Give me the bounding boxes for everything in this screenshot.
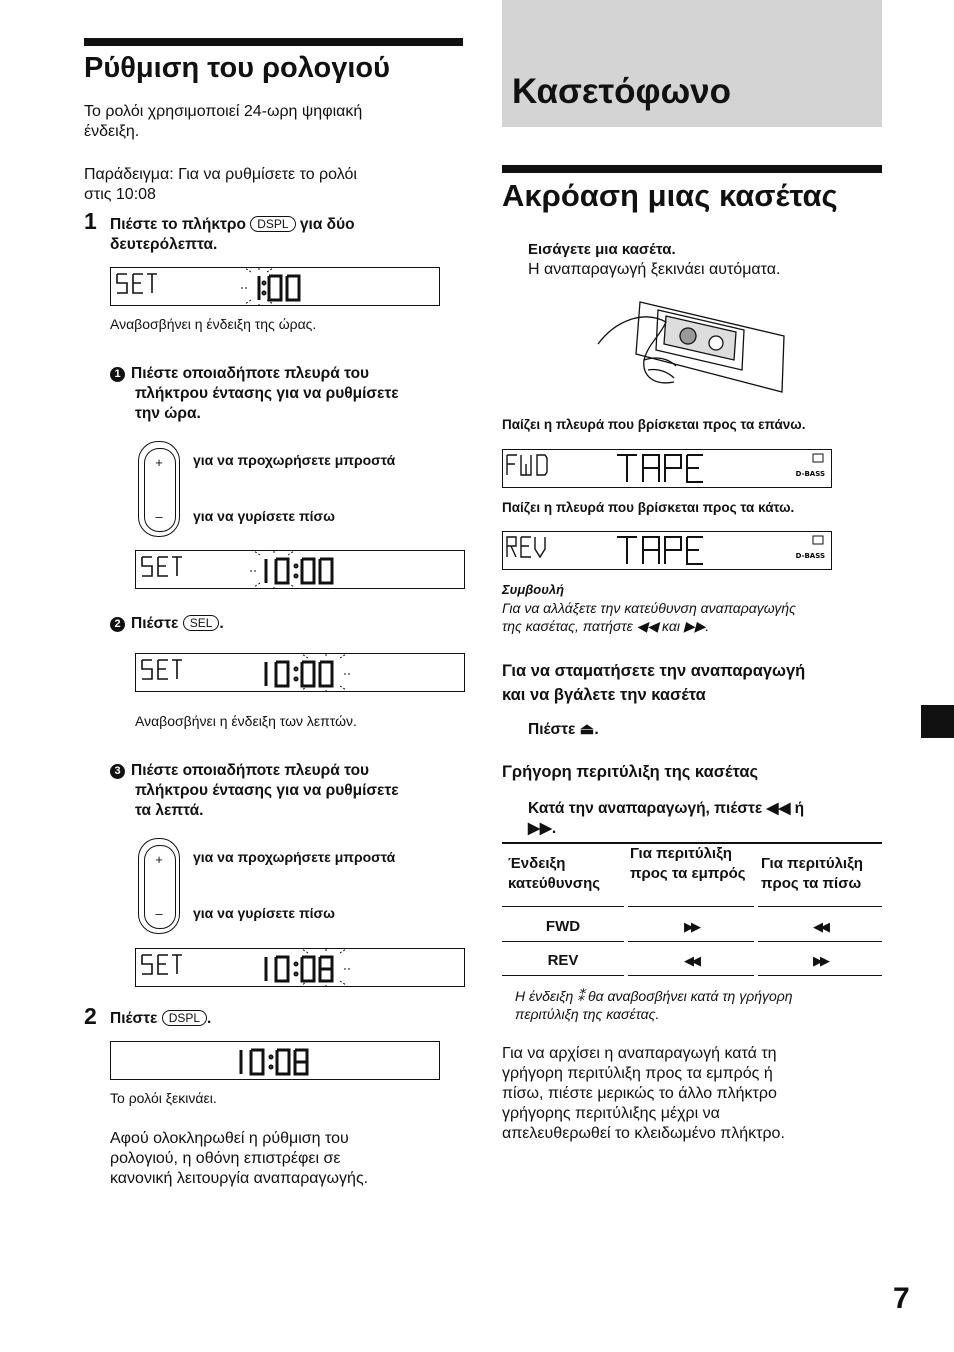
substep-2-number: 2 [110, 617, 125, 632]
lcd-display-fwd-tape [502, 449, 832, 488]
dbass-indicator: D-BASS [795, 470, 825, 478]
minus-icon: – [155, 906, 163, 921]
step-2-text: Πιέστε DSPL . [110, 1010, 212, 1027]
dspl-button-label: DSPL [250, 216, 295, 232]
tip-block: Συμβουλή Για να αλλάξετε την κατεύθυνση αναπαραγωγής της κασέτας, πατήστε ◀◀ και ▶▶. [502, 582, 796, 634]
table-note: Η ένδειξη ⁑ θα αναβοσβήνει κατά τη γρήγορη περιτύλιξη της κασέτας. [515, 988, 793, 1022]
intro-text: Το ρολόι χρησιμοποιεί 24-ωρη ψηφιακή ένδειξη. [84, 103, 363, 140]
stop-text: Πιέστε ⏏. [528, 721, 599, 738]
outro-text: Αφού ολοκληρωθεί η ρύθμιση του ρολογιού, η οθόνη επιστρέφει σε κανονική λειτουργία αναπαραγωγής. [110, 1130, 369, 1187]
side-down-label: Παίζει η πλευρά που βρίσκεται προς τα κάτω. [502, 500, 795, 515]
lcd-display-clock [110, 1041, 440, 1080]
table-cell: FWD [502, 908, 624, 942]
dspl-button-label-2: DSPL [162, 1010, 207, 1026]
lcd-display-rev-tape [502, 531, 832, 570]
plus-icon: + [155, 455, 163, 470]
step-1-text: Πιέστε το πλήκτρο DSPL για δύο δευτερόλεπτα. [110, 216, 355, 253]
minus-icon: – [155, 509, 163, 524]
volume-rocker-illustration-2 [138, 838, 180, 934]
substep-1-text: 1 Πιέστε οποιαδήποτε πλευρά του πλήκτρου έντασης για να ρυθμίσετε την ώρα. [110, 364, 399, 424]
table-header-3: Για περιτύλιξη προς τα πίσω [758, 854, 882, 907]
title-rule-right [502, 165, 882, 173]
table-header-2: Για περιτύλιξη προς τα εμπρός [628, 844, 754, 907]
title-rule [84, 38, 463, 46]
fast-forward-icon: ▶▶ [758, 943, 882, 976]
rocker-back-label: για να γυρίσετε πίσω [193, 508, 335, 524]
insert-text: Εισάγετε μια κασέτα. Η αναπαραγωγή ξεκινάει αυτόματα. [528, 241, 781, 278]
section-title: Κασετόφωνο [512, 72, 731, 111]
chapter-tab-marker [921, 705, 954, 738]
rocker-back-label-2: για να γυρίσετε πίσω [193, 905, 335, 921]
caption-minutes-blink: Αναβοσβήνει η ένδειξη των λεπτών. [135, 713, 357, 729]
caption-hour-blinks: Αναβοσβήνει η ένδειξη της ώρας. [110, 316, 317, 332]
page-number: 7 [893, 1282, 910, 1315]
final-paragraph: Για να αρχίσει η αναπαραγωγή κατά τη γρήγορη περιτύλιξη προς τα εμπρός ή πίσω, πιέστε μερικώς το άλλο πλήκτρο γρήγορης περιτύλιξης μέχρι να απελευθερωθεί το κλειδωμένο πλήκτρο. [502, 1045, 785, 1142]
substep-3-number: 3 [110, 764, 125, 779]
lcd-display-set-minutes [135, 653, 465, 692]
table-header-1: Ένδειξη κατεύθυνσης [502, 848, 624, 907]
fast-forward-icon: ▶▶ [628, 908, 754, 942]
tip-title: Συμβουλή [502, 582, 565, 597]
substep-1-number: 1 [110, 367, 125, 382]
example-text: Παράδειγμα: Για να ρυθμίσετε το ρολόι στις 10:08 [84, 166, 357, 203]
sel-button-label: SEL [183, 615, 220, 631]
ffrew-text: Κατά την αναπαραγωγή, πιέστε ◀◀ ή ▶▶. [528, 800, 805, 837]
page-title: Ρύθμιση του ρολογιού [84, 52, 391, 84]
side-up-label: Παίζει η πλευρά που βρίσκεται προς τα επάνω. [502, 417, 806, 432]
table-row [502, 908, 882, 942]
rewind-icon: ◀◀ [628, 943, 754, 976]
step-1-number: 1 [84, 208, 97, 234]
substep-3-text: 3 Πιέστε οποιαδήποτε πλευρά του πλήκτρου έντασης για να ρυθμίσετε τα λεπτά. [110, 761, 399, 821]
table-cell: REV [502, 943, 624, 976]
stop-heading: Για να σταματήσετε την αναπαραγωγή και να βγάλετε την κασέτα [502, 662, 806, 704]
lcd-display-set-hour [110, 267, 440, 306]
rocker-forward-label: για να προχωρήσετε μπροστά [193, 452, 396, 468]
cassette-insert-illustration [596, 296, 792, 396]
substep-2-text: 2 Πιέστε SEL . [110, 614, 224, 634]
tape-title: Ακρόαση μιας κασέτας [502, 178, 838, 213]
volume-rocker-illustration [138, 441, 180, 537]
caption-clock-starts: Το ρολόι ξεκινάει. [110, 1090, 217, 1106]
ffrew-heading: Γρήγορη περιτύλιξη της κασέτας [502, 763, 759, 781]
lcd-display-set-10 [135, 550, 465, 589]
dbass-indicator: D-BASS [795, 552, 825, 560]
rocker-forward-label-2: για να προχωρήσετε μπροστά [193, 849, 396, 865]
step-2-number: 2 [84, 1003, 97, 1029]
rewind-icon: ◀◀ [758, 908, 882, 942]
plus-icon: + [155, 852, 163, 867]
lcd-display-set-10-08 [135, 948, 465, 987]
table-row [502, 943, 882, 977]
